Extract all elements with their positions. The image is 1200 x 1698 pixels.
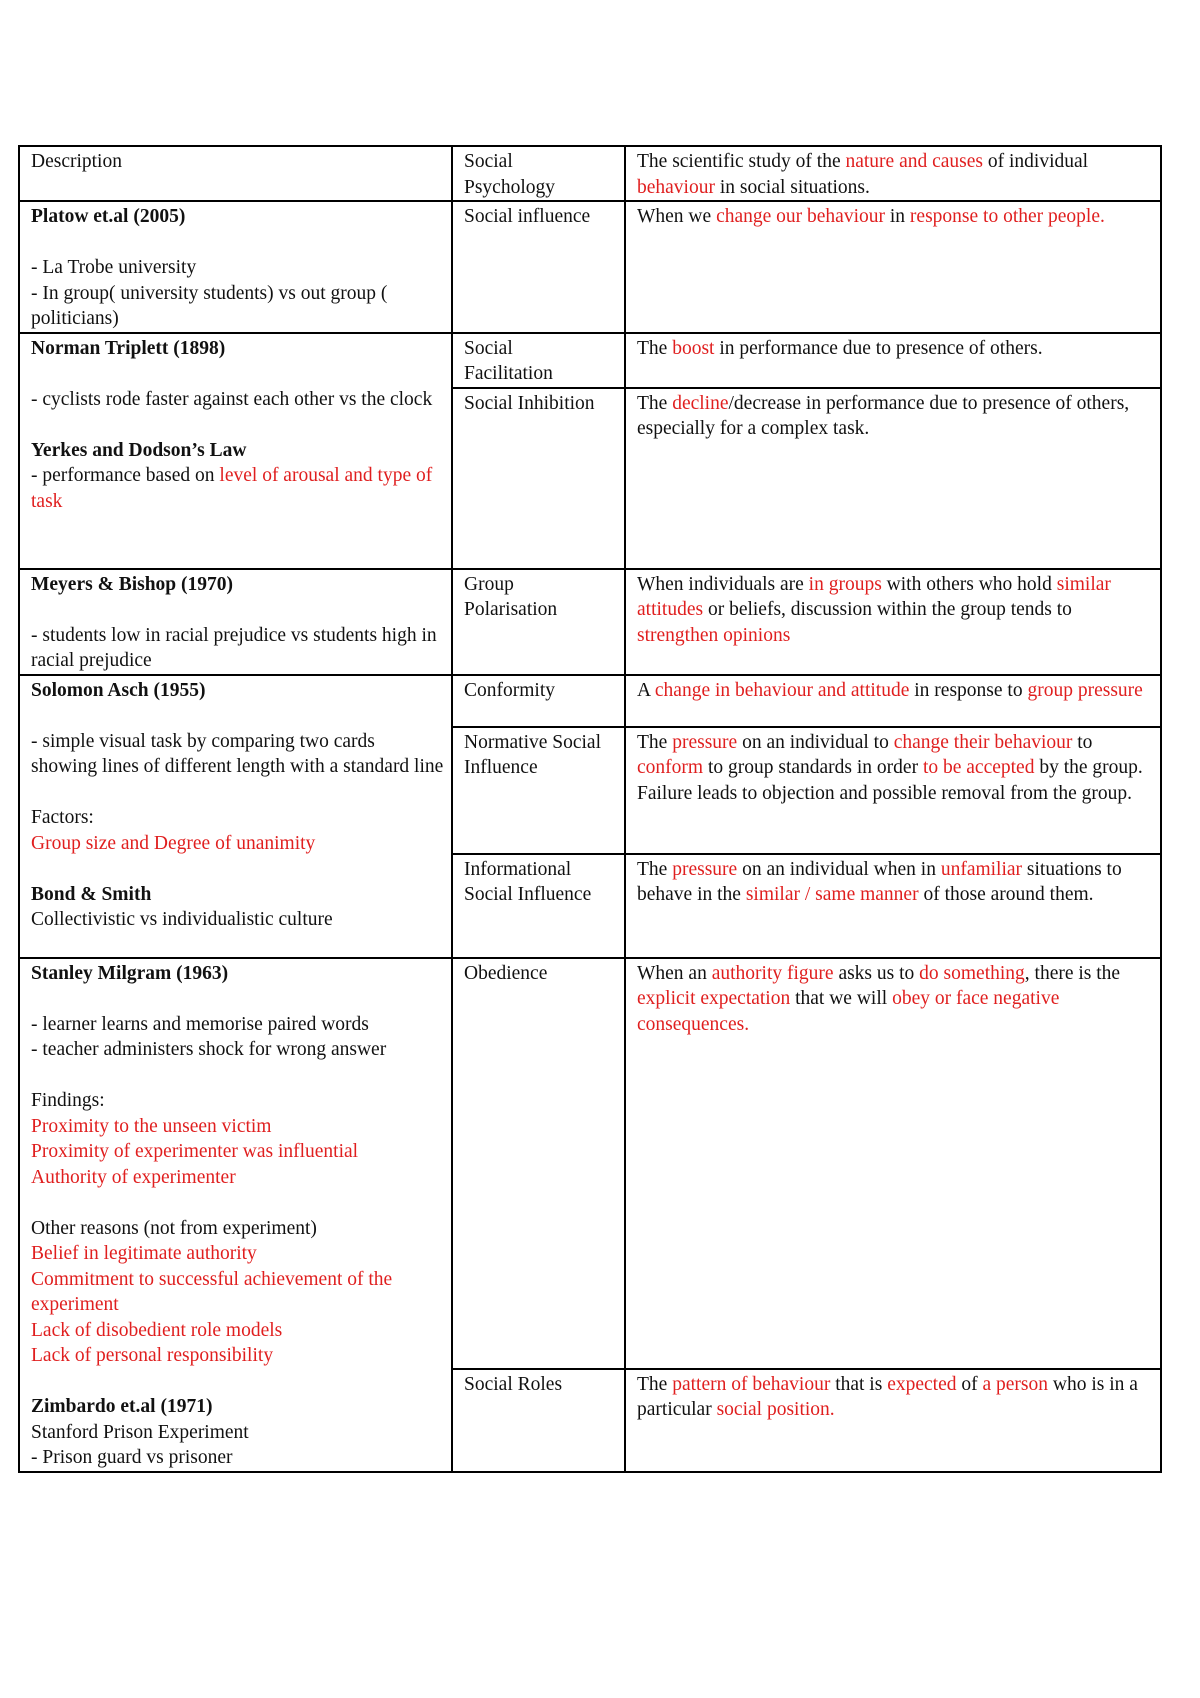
definition-social-facilitation bbox=[637, 336, 1154, 362]
law-prefix: - performance based on bbox=[31, 465, 220, 486]
definition-text: on an individual to bbox=[737, 731, 894, 753]
definition-text: , there is the bbox=[1024, 962, 1121, 984]
definition-social-roles bbox=[637, 1372, 1154, 1423]
study-title-asch: Solomon Asch (1955) bbox=[31, 679, 206, 701]
term-cell bbox=[452, 388, 625, 569]
other-reason-item: Belief in legitimate authority bbox=[31, 1243, 257, 1264]
highlight-text: pressure bbox=[672, 858, 738, 880]
other-reason-item: Lack of disobedient role models bbox=[31, 1319, 283, 1341]
definition-text: /decrease in performance due to presence of others, especially for a complex task. bbox=[637, 392, 1130, 439]
definition-text: on an individual when in bbox=[737, 858, 941, 880]
highlight-text: obey or face negative consequences. bbox=[637, 988, 1060, 1035]
highlight-text: explicit expectation bbox=[637, 988, 791, 1009]
study-line: - In group( university students) vs out group ( politicians) bbox=[31, 282, 388, 329]
notes-table bbox=[18, 145, 1162, 1473]
term-cell bbox=[452, 854, 625, 958]
law-highlight: level of arousal and type of task bbox=[31, 465, 433, 512]
study-line: Stanford Prison Experiment bbox=[31, 1421, 249, 1443]
definition-cell bbox=[625, 1369, 1161, 1472]
definition-cell bbox=[625, 958, 1161, 1369]
term-cell bbox=[452, 727, 625, 854]
highlight-text: change their behaviour bbox=[893, 731, 1073, 753]
study-line: - simple visual task by comparing two cards showing lines of different length with a standard line bbox=[31, 730, 444, 777]
definition-text: that is bbox=[830, 1373, 888, 1395]
study-title-meyers: Meyers & Bishop (1970) bbox=[31, 573, 234, 595]
study-subtitle-yerkes-dodson: Yerkes and Dodson’s Law bbox=[31, 439, 247, 461]
highlight-text: a person bbox=[982, 1373, 1049, 1395]
definition-text: situations to behave in the bbox=[637, 858, 1122, 905]
term-informational-social-influence: Informational Social Influence bbox=[464, 858, 592, 905]
study-line: - Prison guard vs prisoner bbox=[31, 1447, 233, 1468]
definition-text: or beliefs, discussion within the group tends to bbox=[703, 599, 1072, 620]
highlight-text: boost bbox=[672, 337, 715, 359]
highlight-text: social position. bbox=[716, 1399, 835, 1420]
definition-text: to bbox=[1072, 731, 1093, 753]
highlight-text: behaviour bbox=[637, 176, 715, 198]
study-cell-milgram bbox=[19, 958, 452, 1472]
definition-cell bbox=[625, 727, 1161, 854]
highlight-text: decline bbox=[672, 392, 729, 414]
finding-item: Authority of experimenter bbox=[31, 1166, 236, 1188]
definition-text: in bbox=[885, 206, 910, 227]
other-reason-item: Lack of personal responsibility bbox=[31, 1345, 274, 1366]
definition-text: who is in a particular bbox=[637, 1373, 1138, 1420]
study-cell-platow bbox=[19, 201, 452, 333]
study-line: Collectivistic vs individualistic culture bbox=[31, 909, 333, 930]
table-row bbox=[19, 201, 1161, 333]
study-title-zimbardo: Zimbardo et.al (1971) bbox=[31, 1396, 213, 1417]
study-line: - learner learns and memorise paired words bbox=[31, 1013, 369, 1035]
definition-text: of those around them. bbox=[918, 884, 1094, 905]
study-cell-triplett bbox=[19, 333, 452, 569]
term-cell bbox=[452, 146, 625, 201]
term-social-influence: Social influence bbox=[464, 206, 591, 227]
highlight-text: in groups bbox=[808, 573, 882, 595]
table-row bbox=[19, 569, 1161, 675]
definition-cell bbox=[625, 201, 1161, 333]
yerkes-dodson-law-line bbox=[31, 463, 445, 514]
highlight-text: unfamiliar bbox=[940, 858, 1023, 880]
definition-text: by the group. bbox=[1034, 757, 1143, 778]
study-cell-meyers bbox=[19, 569, 452, 675]
definition-text: asks us to bbox=[833, 962, 920, 984]
term-social-roles: Social Roles bbox=[464, 1373, 563, 1395]
definition-text: with others who hold bbox=[881, 573, 1057, 595]
definition-text: The bbox=[637, 858, 673, 880]
term-conformity: Conformity bbox=[464, 679, 555, 701]
description-label: Description bbox=[31, 151, 122, 172]
highlight-text: group pressure bbox=[1027, 679, 1143, 701]
highlight-text: similar / same manner bbox=[745, 884, 919, 905]
definition-conformity bbox=[637, 678, 1154, 704]
term-group-polarisation: Group Polarisation bbox=[464, 573, 558, 620]
definition-text: When we bbox=[637, 206, 717, 227]
highlight-text: do something bbox=[919, 962, 1025, 984]
definition-normative-extra: Failure leads to objection and possible removal from the group. bbox=[637, 782, 1132, 804]
definition-social-inhibition bbox=[637, 391, 1154, 442]
definition-text: that we will bbox=[790, 988, 893, 1009]
definition-text: of individual bbox=[983, 151, 1089, 172]
description-header-cell bbox=[19, 146, 452, 201]
definition-text: in social situations. bbox=[714, 176, 870, 198]
definition-text: to group standards in order bbox=[703, 757, 923, 778]
definition-cell bbox=[625, 333, 1161, 388]
term-normative-social-influence: Normative Social Influence bbox=[464, 731, 602, 778]
definition-group-polarisation bbox=[637, 572, 1154, 649]
term-cell bbox=[452, 201, 625, 333]
definition-cell bbox=[625, 388, 1161, 569]
highlight-text: pattern of behaviour bbox=[672, 1373, 831, 1395]
definition-cell bbox=[625, 854, 1161, 958]
definition-text: When an bbox=[637, 962, 712, 984]
finding-item: Proximity of experimenter was influential bbox=[31, 1141, 359, 1162]
term-cell bbox=[452, 569, 625, 675]
study-cell-asch bbox=[19, 675, 452, 958]
definition-text: A bbox=[637, 679, 655, 701]
definition-text: of bbox=[956, 1373, 983, 1395]
term-social-psychology: Social Psychology bbox=[464, 151, 556, 198]
findings-label: Findings: bbox=[31, 1090, 105, 1111]
definition-text: When individuals are bbox=[637, 573, 809, 595]
study-title-triplett: Norman Triplett (1898) bbox=[31, 337, 226, 359]
table-row bbox=[19, 146, 1161, 201]
highlight-text: authority figure bbox=[711, 962, 834, 984]
study-line: - La Trobe university bbox=[31, 257, 197, 278]
highlight-text: response to other people. bbox=[909, 206, 1105, 227]
study-title-platow: Platow et.al (2005) bbox=[31, 206, 186, 227]
highlight-text: nature and causes bbox=[845, 151, 984, 172]
term-cell bbox=[452, 333, 625, 388]
highlight-text: to be accepted bbox=[922, 757, 1035, 778]
study-line: - students low in racial prejudice vs students high in racial prejudice bbox=[31, 624, 437, 671]
highlight-text: similar attitudes bbox=[637, 573, 1111, 620]
finding-item: Proximity to the unseen victim bbox=[31, 1115, 272, 1137]
definition-informational-social-influence bbox=[637, 857, 1154, 908]
term-social-facilitation: Social Facilitation bbox=[464, 337, 553, 384]
definition-cell bbox=[625, 675, 1161, 727]
definition-normative-social-influence bbox=[637, 730, 1154, 781]
definition-obedience bbox=[637, 961, 1154, 1038]
highlight-text: pressure bbox=[672, 731, 738, 753]
definition-text: in performance due to presence of others. bbox=[714, 337, 1043, 359]
definition-cell bbox=[625, 146, 1161, 201]
definition-social-influence bbox=[637, 204, 1154, 230]
term-obedience: Obedience bbox=[464, 962, 548, 984]
term-cell bbox=[452, 675, 625, 727]
table-row bbox=[19, 675, 1161, 727]
other-reason-item: Commitment to successful achievement of the experiment bbox=[31, 1268, 393, 1315]
study-title-milgram: Stanley Milgram (1963) bbox=[31, 962, 229, 984]
study-line: - cyclists rode faster against each other vs the clock bbox=[31, 388, 433, 410]
definition-text: The bbox=[637, 731, 673, 753]
highlight-text: change in behaviour and attitude bbox=[654, 679, 910, 701]
definition-text: The bbox=[637, 337, 673, 359]
other-reasons-label: Other reasons (not from experiment) bbox=[31, 1217, 317, 1239]
term-cell bbox=[452, 958, 625, 1369]
definition-cell bbox=[625, 569, 1161, 675]
table-row bbox=[19, 958, 1161, 1369]
definition-text: The scientific study of the bbox=[637, 151, 846, 172]
factors-highlight: Group size and Degree of unanimity bbox=[31, 832, 316, 854]
factors-label: Factors: bbox=[31, 807, 94, 828]
definition-text: The bbox=[637, 1373, 673, 1395]
study-title-bond-smith: Bond & Smith bbox=[31, 883, 152, 905]
definition-text: The bbox=[637, 392, 673, 414]
highlight-text: expected bbox=[887, 1373, 957, 1395]
term-social-inhibition: Social Inhibition bbox=[464, 392, 595, 414]
highlight-text: change our behaviour bbox=[716, 206, 885, 227]
term-cell bbox=[452, 1369, 625, 1472]
highlight-text: conform bbox=[637, 757, 704, 778]
table-row bbox=[19, 333, 1161, 388]
study-line: - teacher administers shock for wrong answer bbox=[31, 1039, 387, 1060]
definition-social-psychology bbox=[637, 149, 1154, 200]
definition-text: in response to bbox=[909, 679, 1028, 701]
highlight-text: strengthen opinions bbox=[637, 624, 791, 646]
